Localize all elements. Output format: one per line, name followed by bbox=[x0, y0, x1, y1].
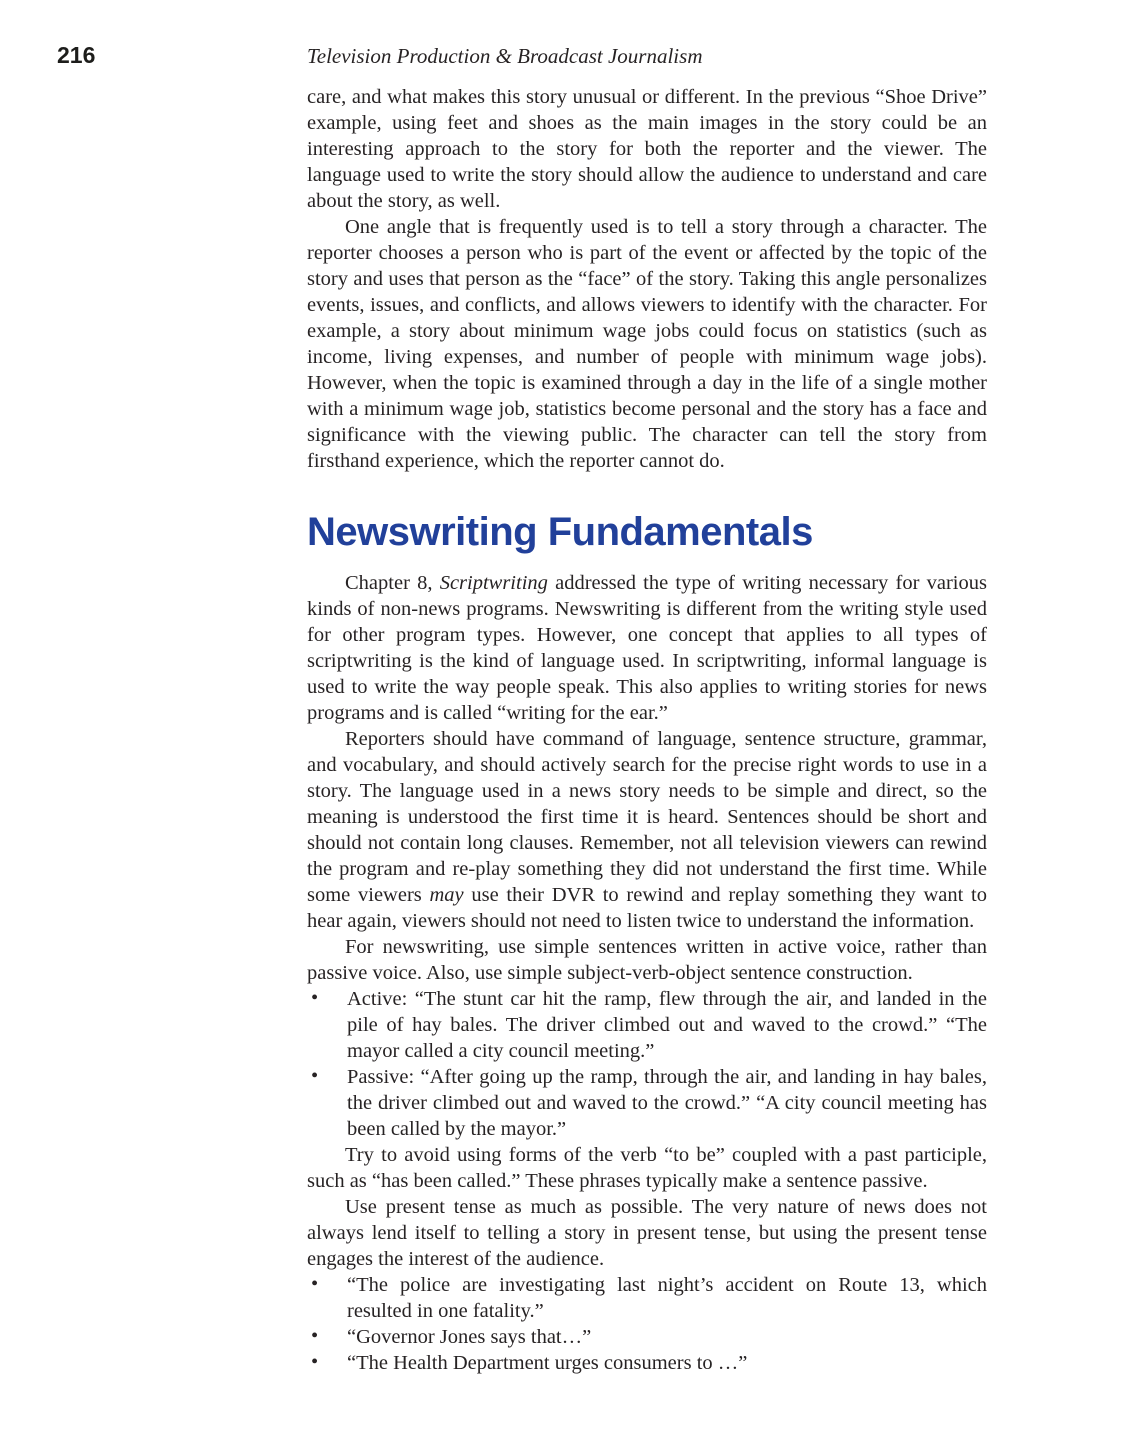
italic-text-run: may bbox=[429, 884, 464, 906]
bullet-icon: • bbox=[311, 1273, 319, 1295]
paragraph-continuation: care, and what makes this story unusual or different. In the previous “Shoe Drive” example, using feet and shoes as the main images in the story could be an interesting approach to the story for both the reporter and the viewer. The language used to write the story should allow the audience to understand and care about the story, as well. bbox=[307, 86, 987, 212]
list-item bbox=[307, 1324, 987, 1350]
list-item bbox=[307, 986, 987, 1064]
bullet-icon: • bbox=[311, 987, 319, 1009]
italic-text-run: Scriptwriting bbox=[439, 572, 548, 594]
bullet-icon: • bbox=[311, 1351, 319, 1373]
paragraph-scriptwriting bbox=[307, 570, 987, 726]
list-item bbox=[307, 1272, 987, 1324]
page-number: 216 bbox=[57, 42, 96, 68]
present-tense-list bbox=[307, 1272, 987, 1376]
paragraph-active-voice-intro: For newswriting, use simple sentences written in active voice, rather than passive voice. Also, use simple subject-verb-object sentence construction. bbox=[307, 936, 987, 984]
text-run: Reporters should have command of language, sentence structure, grammar, and vocabulary, and should actively search for the precise right words to use in a story. The language used in a news story needs to be simple and direct, so the meaning is understood the first time it is heard. Sentences should be short and should not contain long clauses. Remember, not all television viewers can rewind the program and re-play something they did not understand the first time. While some viewers bbox=[307, 728, 987, 906]
paragraph-present-tense: Use present tense as much as possible. The very nature of news does not always lend itself to telling a story in present tense, but using the present tense engages the interest of the audience. bbox=[307, 1196, 987, 1270]
paragraph-reporters-language bbox=[307, 726, 987, 934]
list-item-text: Passive: “After going up the ramp, through the air, and landing in hay bales, the driver climbed out and waved to the crowd.” “A city council meeting has been called by the mayor.” bbox=[347, 1066, 987, 1140]
list-item-text: “The police are investigating last night’s accident on Route 13, which resulted in one fatality.” bbox=[347, 1274, 987, 1322]
bullet-icon: • bbox=[311, 1065, 319, 1087]
list-item bbox=[307, 1064, 987, 1142]
text-run: use their DVR to rewind and replay something they want to hear again, viewers should not need to listen twice to understand the information. bbox=[307, 884, 987, 932]
list-item-text: “The Health Department urges consumers to …” bbox=[347, 1352, 748, 1374]
content-column bbox=[307, 84, 987, 1376]
paragraph-to-be-forms: Try to avoid using forms of the verb “to be” coupled with a past participle, such as “has been called.” These phrases typically make a sentence passive. bbox=[307, 1144, 987, 1192]
text-run: Chapter 8, bbox=[345, 572, 440, 594]
bullet-icon: • bbox=[311, 1325, 319, 1347]
active-passive-list bbox=[307, 986, 987, 1142]
section-heading: Newswriting Fundamentals bbox=[307, 510, 813, 554]
list-item-text: Active: “The stunt car hit the ramp, flew through the air, and landed in the pile of hay bales. The driver climbed out and waved to the crowd.” “The mayor called a city council meeting.” bbox=[347, 988, 987, 1062]
list-item-text: “Governor Jones says that…” bbox=[347, 1326, 592, 1348]
text-run: addressed the type of writing necessary for various kinds of non-news programs. Newswriting is different from the writing style used for other program types. However, one concept that applies to all types of scriptwriting is the kind of language used. In scriptwriting, informal language is used to write the way people speak. This also applies to writing stories for news programs and is called “writing for the ear.” bbox=[307, 572, 987, 724]
running-title: Television Production & Broadcast Journalism bbox=[307, 44, 703, 68]
list-item bbox=[307, 1350, 987, 1376]
paragraph-character-angle: One angle that is frequently used is to tell a story through a character. The reporter chooses a person who is part of the event or affected by the topic of the story and uses that person as the “face” of the story. Taking this angle personalizes events, issues, and conflicts, and allows viewers to identify with the character. For example, a story about minimum wage jobs could focus on statistics (such as income, living expenses, and number of people with minimum wage jobs). However, when the topic is examined through a day in the life of a single mother with a minimum wage job, statistics become personal and the story has a face and significance with the viewing public. The character can tell the story from firsthand experience, which the reporter cannot do. bbox=[307, 216, 987, 472]
